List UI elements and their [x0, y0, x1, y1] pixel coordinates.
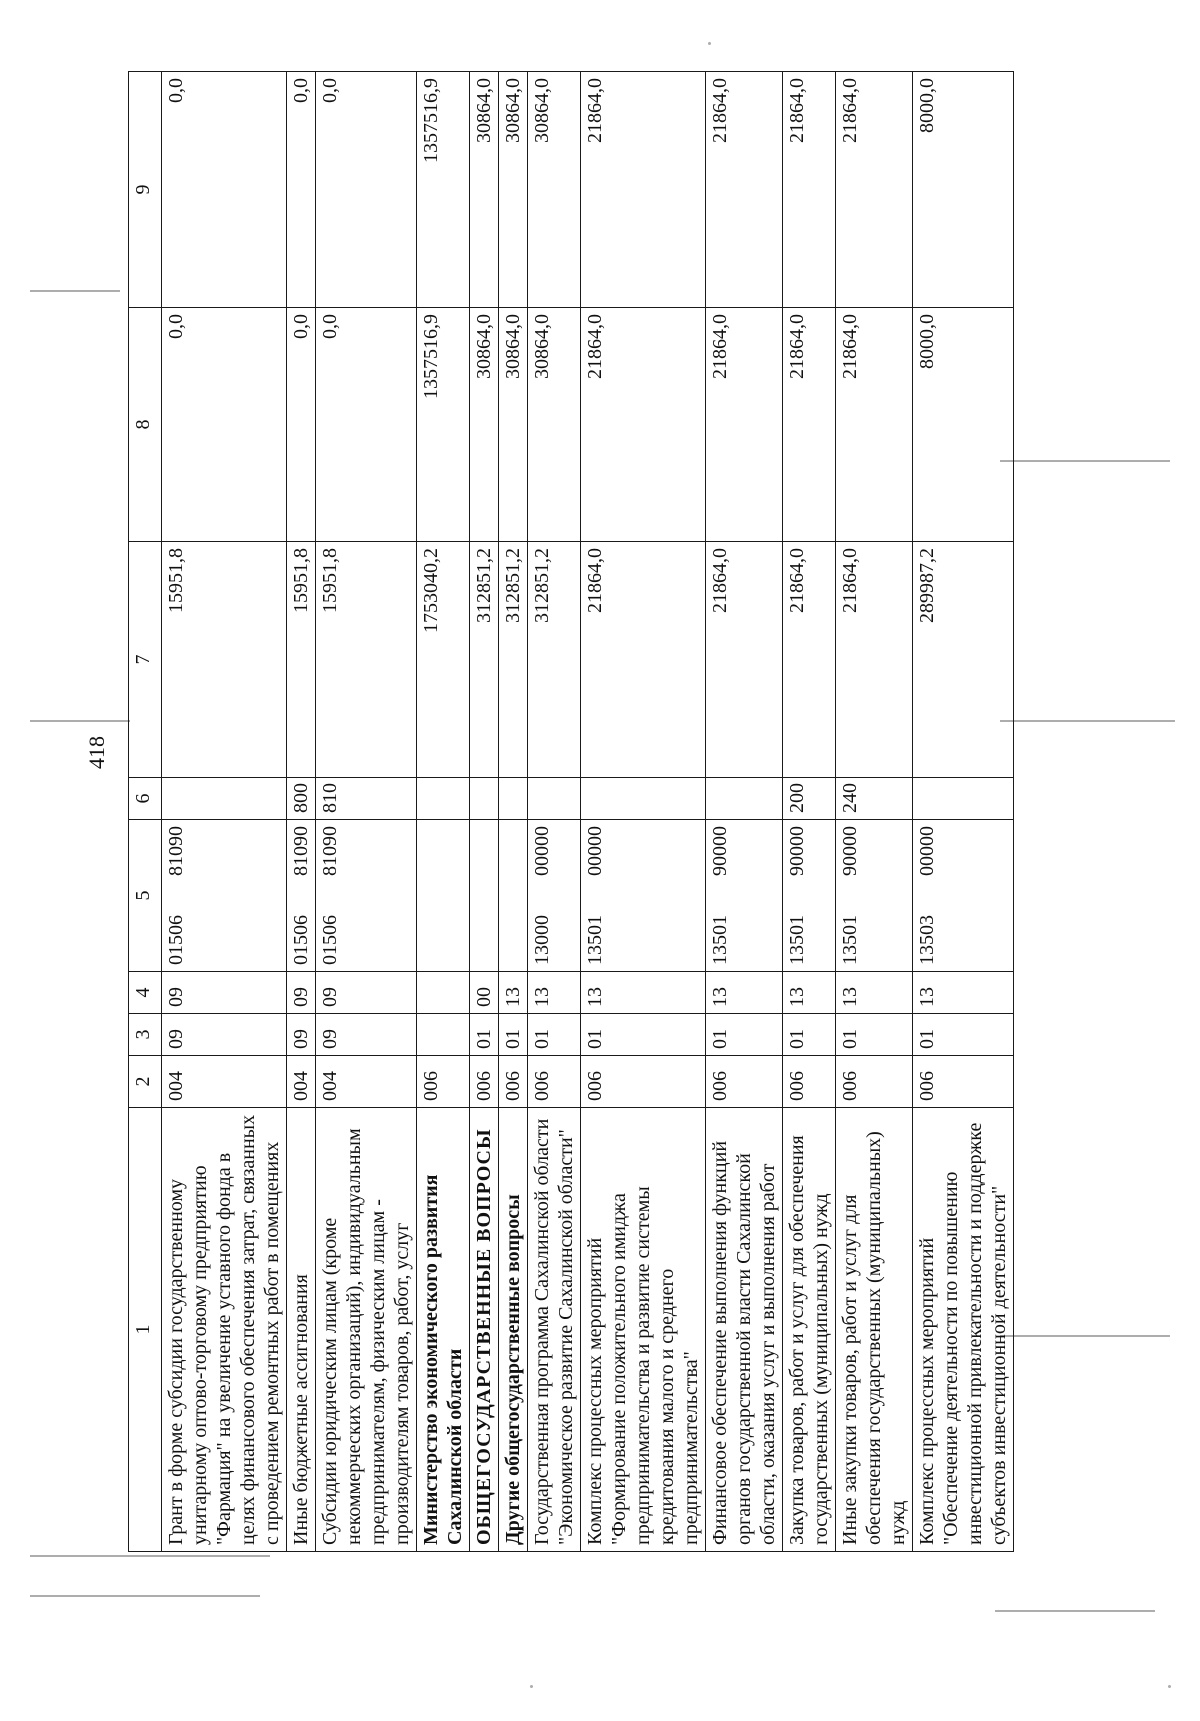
cell-subsection: 13: [836, 972, 913, 1014]
row-description: Финансовое обеспечение выполнения функций органов государственной власти Сахалинской области, оказания услуг и выполнения работ: [706, 1108, 783, 1552]
row-description: ОБЩЕГОСУДАРСТВЕННЫЕ ВОПРОСЫ: [470, 1108, 499, 1552]
cell-target-article: [581, 820, 706, 972]
cell-amount-1: 289987,2: [913, 542, 1014, 778]
cell-ministry-code: 006: [417, 1056, 470, 1108]
cell-ministry-code: 006: [499, 1056, 528, 1108]
cell-ministry-code: 006: [783, 1056, 836, 1108]
cell-amount-3: 21864,0: [706, 72, 783, 308]
target-article-program: 13501: [839, 915, 861, 965]
target-article-program: 13501: [584, 915, 606, 965]
scan-artifact: [530, 1685, 533, 1688]
budget-table: [128, 71, 1014, 1552]
table-row: [836, 72, 913, 1552]
row-description: Иные закупки товаров, работ и услуг для обеспечения государственных (муниципальных) нужд: [836, 1108, 913, 1552]
cell-amount-1: 312851,2: [528, 542, 581, 778]
cell-subsection: 00: [470, 972, 499, 1014]
table-row: [316, 72, 417, 1552]
scan-artifact: [30, 1555, 270, 1557]
header-row: [129, 72, 162, 1552]
cell-amount-2: 0,0: [287, 308, 316, 542]
header-cell: 8: [129, 308, 162, 542]
cell-amount-2: 0,0: [162, 308, 287, 542]
cell-amount-3: 30864,0: [528, 72, 581, 308]
cell-target-article: [706, 820, 783, 972]
cell-subsection: 09: [287, 972, 316, 1014]
cell-subsection: 13: [706, 972, 783, 1014]
cell-expense-type: [162, 778, 287, 820]
table-row: [783, 72, 836, 1552]
target-article-direction: 90000: [709, 826, 731, 876]
cell-expense-type: 800: [287, 778, 316, 820]
row-description: Субсидии юридическим лицам (кроме некоммерческих организаций), индивидуальным предпринимателям, физическим лицам - производителям товаров, работ, услуг: [316, 1108, 417, 1552]
table-row: [528, 72, 581, 1552]
target-article-program: 01506: [319, 915, 341, 965]
target-article-direction: 90000: [786, 826, 808, 876]
scan-artifact: [30, 1595, 260, 1597]
table-row: [287, 72, 316, 1552]
rotated-document: [84, 72, 1188, 1552]
cell-ministry-code: 004: [162, 1056, 287, 1108]
target-article-program: 01506: [290, 915, 312, 965]
row-description: Грант в форме субсидии государственному унитарному оптово-торговому предприятию "Фармация" на увеличение уставного фонда в целях финансового обеспечения затрат, связанных с проведением ремонтных работ в помещениях: [162, 1108, 287, 1552]
cell-section: 01: [783, 1014, 836, 1056]
table-row: [470, 72, 499, 1552]
cell-amount-1: 312851,2: [470, 542, 499, 778]
cell-subsection: 13: [499, 972, 528, 1014]
cell-amount-1: 21864,0: [706, 542, 783, 778]
cell-amount-1: 15951,8: [316, 542, 417, 778]
cell-subsection: 13: [913, 972, 1014, 1014]
scan-artifact: [1168, 1685, 1171, 1688]
cell-amount-3: 30864,0: [470, 72, 499, 308]
cell-amount-2: 0,0: [316, 308, 417, 542]
table-row: [581, 72, 706, 1552]
row-description: Государственная программа Сахалинской области "Экономическое развитие Сахалинской области": [528, 1108, 581, 1552]
cell-ministry-code: 006: [913, 1056, 1014, 1108]
table-row: [913, 72, 1014, 1552]
table-row: [706, 72, 783, 1552]
cell-amount-2: 30864,0: [499, 308, 528, 542]
cell-subsection: 13: [581, 972, 706, 1014]
cell-ministry-code: 006: [706, 1056, 783, 1108]
target-article-direction: 00000: [584, 826, 606, 876]
cell-expense-type: 810: [316, 778, 417, 820]
header-cell: 1: [129, 1108, 162, 1552]
cell-section: 09: [316, 1014, 417, 1056]
row-description: Министерство экономического развития Сахалинской области: [417, 1108, 470, 1552]
cell-section: 01: [499, 1014, 528, 1056]
cell-subsection: [417, 972, 470, 1014]
cell-ministry-code: 004: [316, 1056, 417, 1108]
cell-subsection: 09: [316, 972, 417, 1014]
cell-amount-3: 8000,0: [913, 72, 1014, 308]
cell-amount-1: 312851,2: [499, 542, 528, 778]
cell-amount-1: 21864,0: [783, 542, 836, 778]
target-article-direction: 00000: [916, 826, 938, 876]
table-row: [162, 72, 287, 1552]
cell-target-article: [499, 820, 528, 972]
row-description: Иные бюджетные ассигнования: [287, 1108, 316, 1552]
scan-artifact: [30, 720, 130, 722]
row-description: Комплекс процессных мероприятий "Формирование положительного имиджа предпринимательства и развитие системы кредитования малого и среднего предпринимательства": [581, 1108, 706, 1552]
cell-section: 01: [528, 1014, 581, 1056]
cell-section: 09: [162, 1014, 287, 1056]
target-article-direction: 81090: [319, 826, 341, 876]
row-description: Закупка товаров, работ и услуг для обеспечения государственных (муниципальных) нужд: [783, 1108, 836, 1552]
cell-section: 01: [706, 1014, 783, 1056]
cell-target-article: [417, 820, 470, 972]
cell-section: [417, 1014, 470, 1056]
cell-amount-2: 30864,0: [470, 308, 499, 542]
target-article-direction: 00000: [531, 826, 553, 876]
cell-expense-type: [470, 778, 499, 820]
cell-amount-1: 21864,0: [581, 542, 706, 778]
cell-section: 01: [836, 1014, 913, 1056]
cell-amount-1: 15951,8: [162, 542, 287, 778]
cell-target-article: [287, 820, 316, 972]
cell-amount-1: 1753040,2: [417, 542, 470, 778]
target-article-program: 13000: [531, 915, 553, 965]
cell-subsection: 13: [783, 972, 836, 1014]
cell-amount-2: 21864,0: [581, 308, 706, 542]
target-article-program: 13503: [916, 915, 938, 965]
cell-amount-2: 21864,0: [783, 308, 836, 542]
cell-amount-2: 1357516,9: [417, 308, 470, 542]
target-article-direction: 90000: [839, 826, 861, 876]
cell-target-article: [316, 820, 417, 972]
header-cell: 5: [129, 820, 162, 972]
cell-amount-3: 0,0: [316, 72, 417, 308]
cell-ministry-code: 004: [287, 1056, 316, 1108]
cell-amount-3: 21864,0: [836, 72, 913, 308]
scan-artifact: [708, 42, 711, 45]
cell-amount-3: 0,0: [162, 72, 287, 308]
cell-section: 01: [470, 1014, 499, 1056]
cell-ministry-code: 006: [581, 1056, 706, 1108]
cell-expense-type: [706, 778, 783, 820]
cell-amount-2: 8000,0: [913, 308, 1014, 542]
row-description: Другие общегосударственные вопросы: [499, 1108, 528, 1552]
header-cell: 3: [129, 1014, 162, 1056]
cell-expense-type: [417, 778, 470, 820]
cell-target-article: [913, 820, 1014, 972]
scan-artifact: [995, 1610, 1155, 1612]
cell-target-article: [783, 820, 836, 972]
header-cell: 4: [129, 972, 162, 1014]
header-cell: 9: [129, 72, 162, 308]
cell-target-article: [836, 820, 913, 972]
row-description: Комплекс процессных мероприятий "Обеспечение деятельности по повышению инвестиционной привлекательности и поддержке субъектов инвестиционной деятельности": [913, 1108, 1014, 1552]
cell-expense-type: [581, 778, 706, 820]
cell-amount-1: 15951,8: [287, 542, 316, 778]
cell-target-article: [470, 820, 499, 972]
cell-subsection: 09: [162, 972, 287, 1014]
cell-target-article: [528, 820, 581, 972]
table-row: [417, 72, 470, 1552]
cell-expense-type: [913, 778, 1014, 820]
target-article-program: 13501: [786, 915, 808, 965]
cell-section: 01: [913, 1014, 1014, 1056]
cell-expense-type: 200: [783, 778, 836, 820]
scan-artifact: [30, 290, 120, 292]
header-cell: 7: [129, 542, 162, 778]
cell-ministry-code: 006: [528, 1056, 581, 1108]
cell-amount-3: 0,0: [287, 72, 316, 308]
cell-amount-3: 1357516,9: [417, 72, 470, 308]
header-cell: 6: [129, 778, 162, 820]
cell-subsection: 13: [528, 972, 581, 1014]
cell-expense-type: 240: [836, 778, 913, 820]
cell-amount-3: 21864,0: [783, 72, 836, 308]
cell-section: 01: [581, 1014, 706, 1056]
target-article-direction: 81090: [290, 826, 312, 876]
cell-ministry-code: 006: [836, 1056, 913, 1108]
table-row: [499, 72, 528, 1552]
page-number: 418: [84, 736, 109, 769]
cell-amount-3: 30864,0: [499, 72, 528, 308]
cell-ministry-code: 006: [470, 1056, 499, 1108]
cell-section: 09: [287, 1014, 316, 1056]
cell-amount-2: 30864,0: [528, 308, 581, 542]
cell-expense-type: [528, 778, 581, 820]
target-article-direction: 81090: [165, 826, 187, 876]
cell-amount-1: 21864,0: [836, 542, 913, 778]
cell-amount-2: 21864,0: [706, 308, 783, 542]
cell-amount-2: 21864,0: [836, 308, 913, 542]
cell-amount-3: 21864,0: [581, 72, 706, 308]
target-article-program: 13501: [709, 915, 731, 965]
cell-target-article: [162, 820, 287, 972]
header-cell: 2: [129, 1056, 162, 1108]
target-article-program: 01506: [165, 915, 187, 965]
cell-expense-type: [499, 778, 528, 820]
